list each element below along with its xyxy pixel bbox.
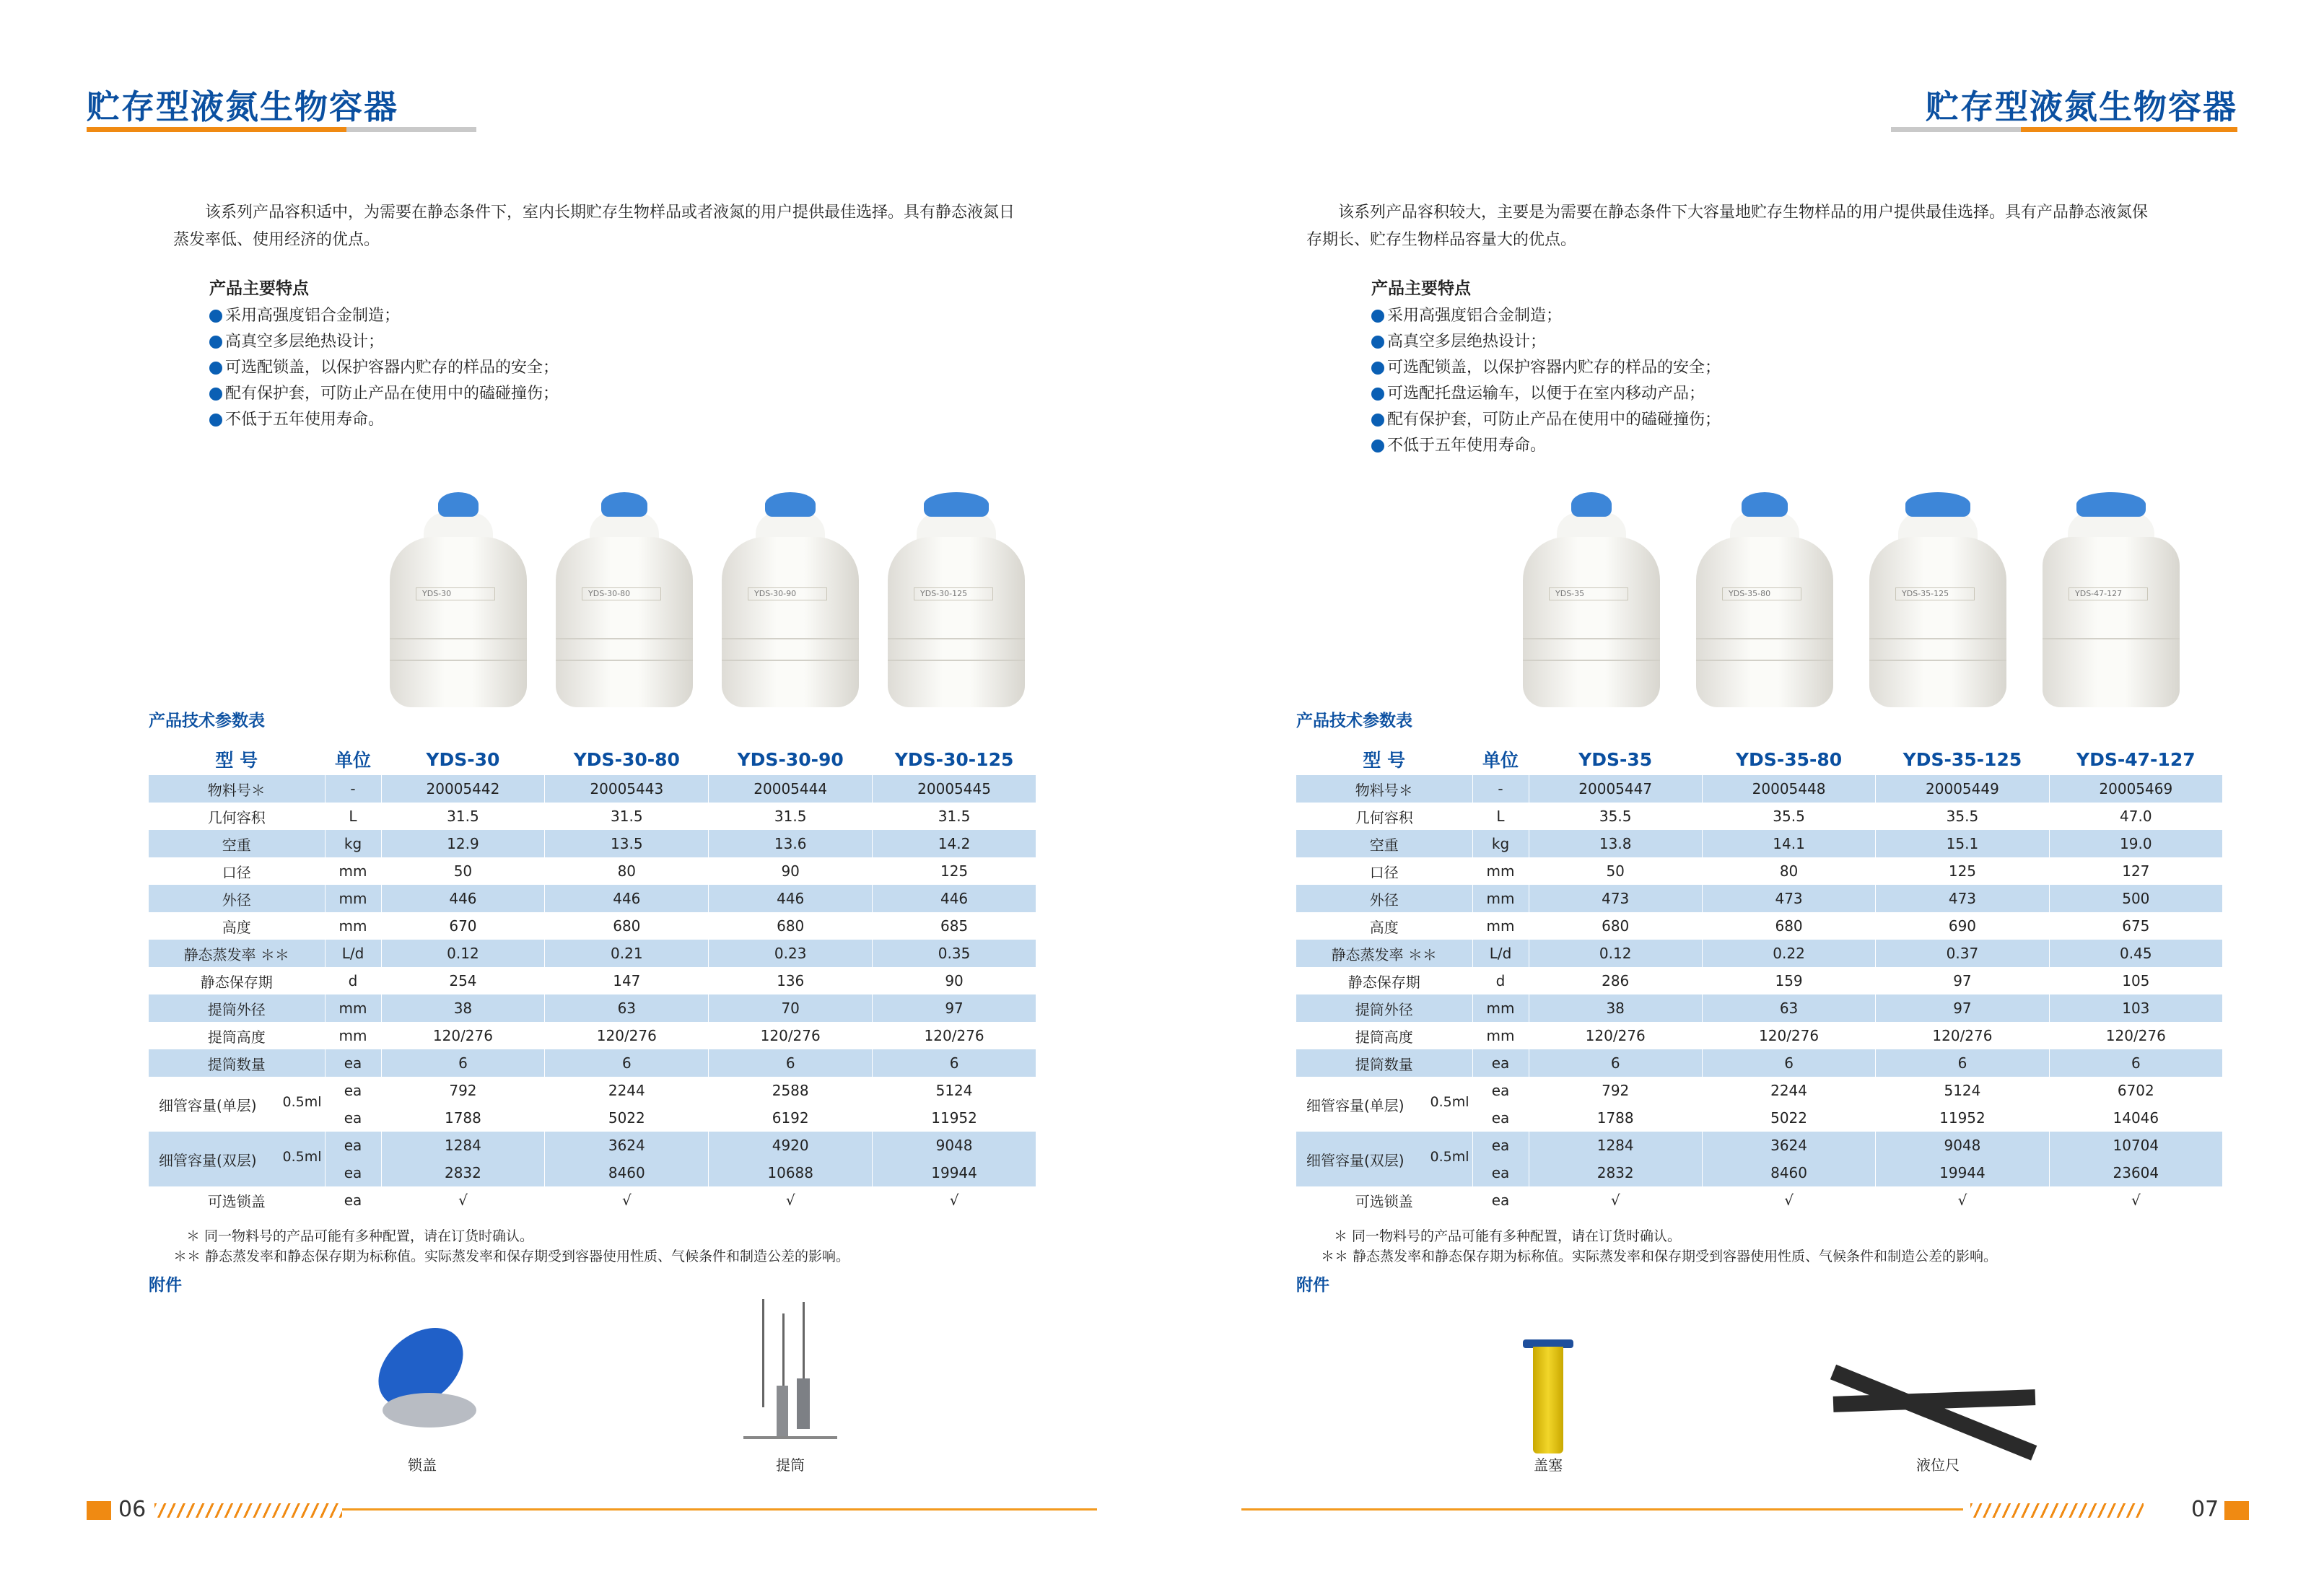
table-row: 提筒高度 mm 120/276 120/276 120/276 120/276 — [149, 1022, 1036, 1049]
accessories-heading: 附件 — [149, 1276, 182, 1295]
spec-table — [1296, 743, 2223, 1214]
accessory-label: 液位尺 — [1916, 1456, 1960, 1474]
footer-line — [1241, 1508, 1963, 1511]
tank-image: YDS-35 — [1523, 476, 1660, 707]
feature-item: 配有保护套，可防止产品在使用中的磕碰撞伤； — [1371, 407, 1721, 433]
features — [1371, 276, 1721, 459]
note-2: ＊＊ 静态蒸发率和静态保存期为标称值。实际蒸发率和保存期受到容器使用性质、气候条件和制造公差的影响。 — [173, 1249, 850, 1264]
feature-item: 不低于五年使用寿命。 — [1371, 433, 1721, 459]
table-row: 提筒外径 mm 38 63 70 97 — [149, 994, 1036, 1022]
bullet-icon — [209, 414, 222, 427]
features-heading: 产品主要特点 — [209, 279, 309, 298]
title-underline-gray — [346, 127, 476, 132]
feature-item: 不低于五年使用寿命。 — [209, 407, 559, 433]
tank-image: YDS-30-80 — [556, 476, 693, 707]
bullet-icon — [1371, 362, 1384, 375]
spec-table — [149, 743, 1036, 1214]
table-header-row: 型 号 单位 YDS-30 YDS-30-80 YDS-30-90 YDS-30-125 — [149, 743, 1036, 775]
table-row: ea 1788 5022 11952 14046 — [1296, 1104, 2223, 1132]
bullet-icon — [209, 336, 222, 349]
lock-lid-image — [368, 1328, 484, 1436]
intro-text: 该系列产品容积适中，为需要在静态条件下，室内长期贮存生物样品或者液氮的用户提供最佳选择。具有静态液氮日蒸发率低、使用经济的优点。 — [173, 204, 1015, 249]
note-1: ＊ 同一物料号的产品可能有多种配置，请在订货时确认。 — [1334, 1228, 1682, 1244]
feature-item: 高真空多层绝热设计； — [1371, 329, 1721, 355]
tank-image: YDS-35-80 — [1696, 476, 1833, 707]
table-row: 物料号＊ - 20005447 20005448 20005449 20005469 — [1296, 775, 2223, 803]
table-row: 可选锁盖 ea √ √ √ √ — [149, 1186, 1036, 1214]
page-badge — [2224, 1501, 2249, 1520]
footer-hatch — [154, 1503, 342, 1518]
feature-item: 可选配锁盖，以保护容器内贮存的样品的安全； — [209, 355, 559, 381]
table-row: 空重 kg 12.9 13.5 13.6 14.2 — [149, 830, 1036, 857]
table-row: 静态蒸发率 ＊＊ L/d 0.12 0.21 0.23 0.35 — [149, 940, 1036, 967]
feature-item: 采用高强度铝合金制造； — [1371, 303, 1721, 329]
table-row: 提筒数量 ea 6 6 6 6 — [149, 1049, 1036, 1077]
note-2: ＊＊ 静态蒸发率和静态保存期为标称值。实际蒸发率和保存期受到容器使用性质、气候条件和制造公差的影响。 — [1321, 1249, 1998, 1264]
page-title: 贮存型液氮生物容器 — [87, 87, 398, 126]
page-number: 07 — [2191, 1497, 2219, 1522]
table-heading: 产品技术参数表 — [149, 712, 265, 730]
bullet-icon — [1371, 440, 1384, 453]
table-row: 外径 mm 473 473 473 500 — [1296, 885, 2223, 912]
table-row: ea 2832 8460 19944 23604 — [1296, 1159, 2223, 1186]
table-row: 细管容量(双层) 0.5ml ea 1284 3624 9048 10704 — [1296, 1132, 2223, 1159]
footer-hatch — [1970, 1503, 2144, 1518]
table-header-row: 型 号 单位 YDS-35 YDS-35-80 YDS-35-125 YDS-47-127 — [1296, 743, 2223, 775]
accessory-label: 盖塞 — [1534, 1456, 1563, 1474]
title-underline-gray — [1891, 127, 2021, 132]
features-heading: 产品主要特点 — [1371, 279, 1471, 298]
accessory-label: 锁盖 — [408, 1456, 437, 1474]
table-row: 静态蒸发率 ＊＊ L/d 0.12 0.22 0.37 0.45 — [1296, 940, 2223, 967]
feature-item: 配有保护套，可防止产品在使用中的磕碰撞伤； — [209, 381, 559, 407]
bullet-icon — [209, 388, 222, 401]
table-row: 细管容量(单层) 0.5ml ea 792 2244 5124 6702 — [1296, 1077, 2223, 1104]
bullet-icon — [1371, 310, 1384, 323]
plug-image — [1523, 1339, 1573, 1455]
bullet-icon — [209, 310, 222, 323]
table-row: 口径 mm 50 80 125 127 — [1296, 857, 2223, 885]
tank-image: YDS-30-125 — [888, 476, 1025, 707]
table-row: 高度 mm 680 680 690 675 — [1296, 912, 2223, 940]
table-row: 可选锁盖 ea √ √ √ √ — [1296, 1186, 2223, 1214]
feature-item: 高真空多层绝热设计； — [209, 329, 559, 355]
table-row: 提筒外径 mm 38 63 97 103 — [1296, 994, 2223, 1022]
page-number: 06 — [118, 1497, 147, 1522]
table-row: 提筒高度 mm 120/276 120/276 120/276 120/276 — [1296, 1022, 2223, 1049]
tank-image: YDS-35-125 — [1869, 476, 2006, 707]
feature-item: 采用高强度铝合金制造； — [209, 303, 559, 329]
bullet-icon — [1371, 388, 1384, 401]
feature-item: 可选配托盘运输车，以便于在室内移动产品； — [1371, 381, 1721, 407]
table-row: 物料号＊ - 20005442 20005443 20005444 20005445 — [149, 775, 1036, 803]
table-row: 口径 mm 50 80 90 125 — [149, 857, 1036, 885]
bullet-icon — [209, 362, 222, 375]
product-images — [1523, 476, 2180, 707]
table-row: 细管容量(双层) 0.5ml ea 1284 3624 4920 9048 — [149, 1132, 1036, 1159]
tank-image: YDS-47-127 — [2043, 476, 2180, 707]
table-row: ea 2832 8460 10688 19944 — [149, 1159, 1036, 1186]
right-page — [1162, 0, 2324, 1587]
tank-image: YDS-30-90 — [722, 476, 859, 707]
table-row: 细管容量(单层) 0.5ml ea 792 2244 2588 5124 — [149, 1077, 1036, 1104]
title-underline-orange — [87, 127, 346, 132]
tank-image: YDS-30 — [390, 476, 527, 707]
title-underline-orange — [2021, 127, 2237, 132]
page-badge — [87, 1501, 111, 1520]
level-ruler-image — [1833, 1321, 2043, 1451]
table-row: 几何容积 L 31.5 31.5 31.5 31.5 — [149, 803, 1036, 830]
bullet-icon — [1371, 414, 1384, 427]
note-1: ＊ 同一物料号的产品可能有多种配置，请在订货时确认。 — [186, 1228, 534, 1244]
intro-text: 该系列产品容积较大，主要是为需要在静态条件下大容量地贮存生物样品的用户提供最佳选择。具有产品静态液氮保存期长、贮存生物样品容量大的优点。 — [1306, 204, 2149, 249]
accessories-heading: 附件 — [1296, 1276, 1329, 1295]
feature-item: 可选配锁盖，以保护容器内贮存的样品的安全； — [1371, 355, 1721, 381]
table-row: 几何容积 L 35.5 35.5 35.5 47.0 — [1296, 803, 2223, 830]
table-row: 提筒数量 ea 6 6 6 6 — [1296, 1049, 2223, 1077]
table-row: 静态保存期 d 286 159 97 105 — [1296, 967, 2223, 994]
table-heading: 产品技术参数表 — [1296, 712, 1412, 730]
footer-line — [342, 1508, 1097, 1511]
product-images — [390, 476, 1025, 707]
table-row: 外径 mm 446 446 446 446 — [149, 885, 1036, 912]
page-title: 贮存型液氮生物容器 — [1926, 87, 2237, 126]
table-row: 静态保存期 d 254 147 136 90 — [149, 967, 1036, 994]
bullet-icon — [1371, 336, 1384, 349]
table-row: ea 1788 5022 6192 11952 — [149, 1104, 1036, 1132]
canister-image — [736, 1299, 844, 1451]
table-row: 空重 kg 13.8 14.1 15.1 19.0 — [1296, 830, 2223, 857]
features — [209, 276, 559, 433]
accessory-label: 提筒 — [776, 1456, 805, 1474]
table-row: 高度 mm 670 680 680 685 — [149, 912, 1036, 940]
